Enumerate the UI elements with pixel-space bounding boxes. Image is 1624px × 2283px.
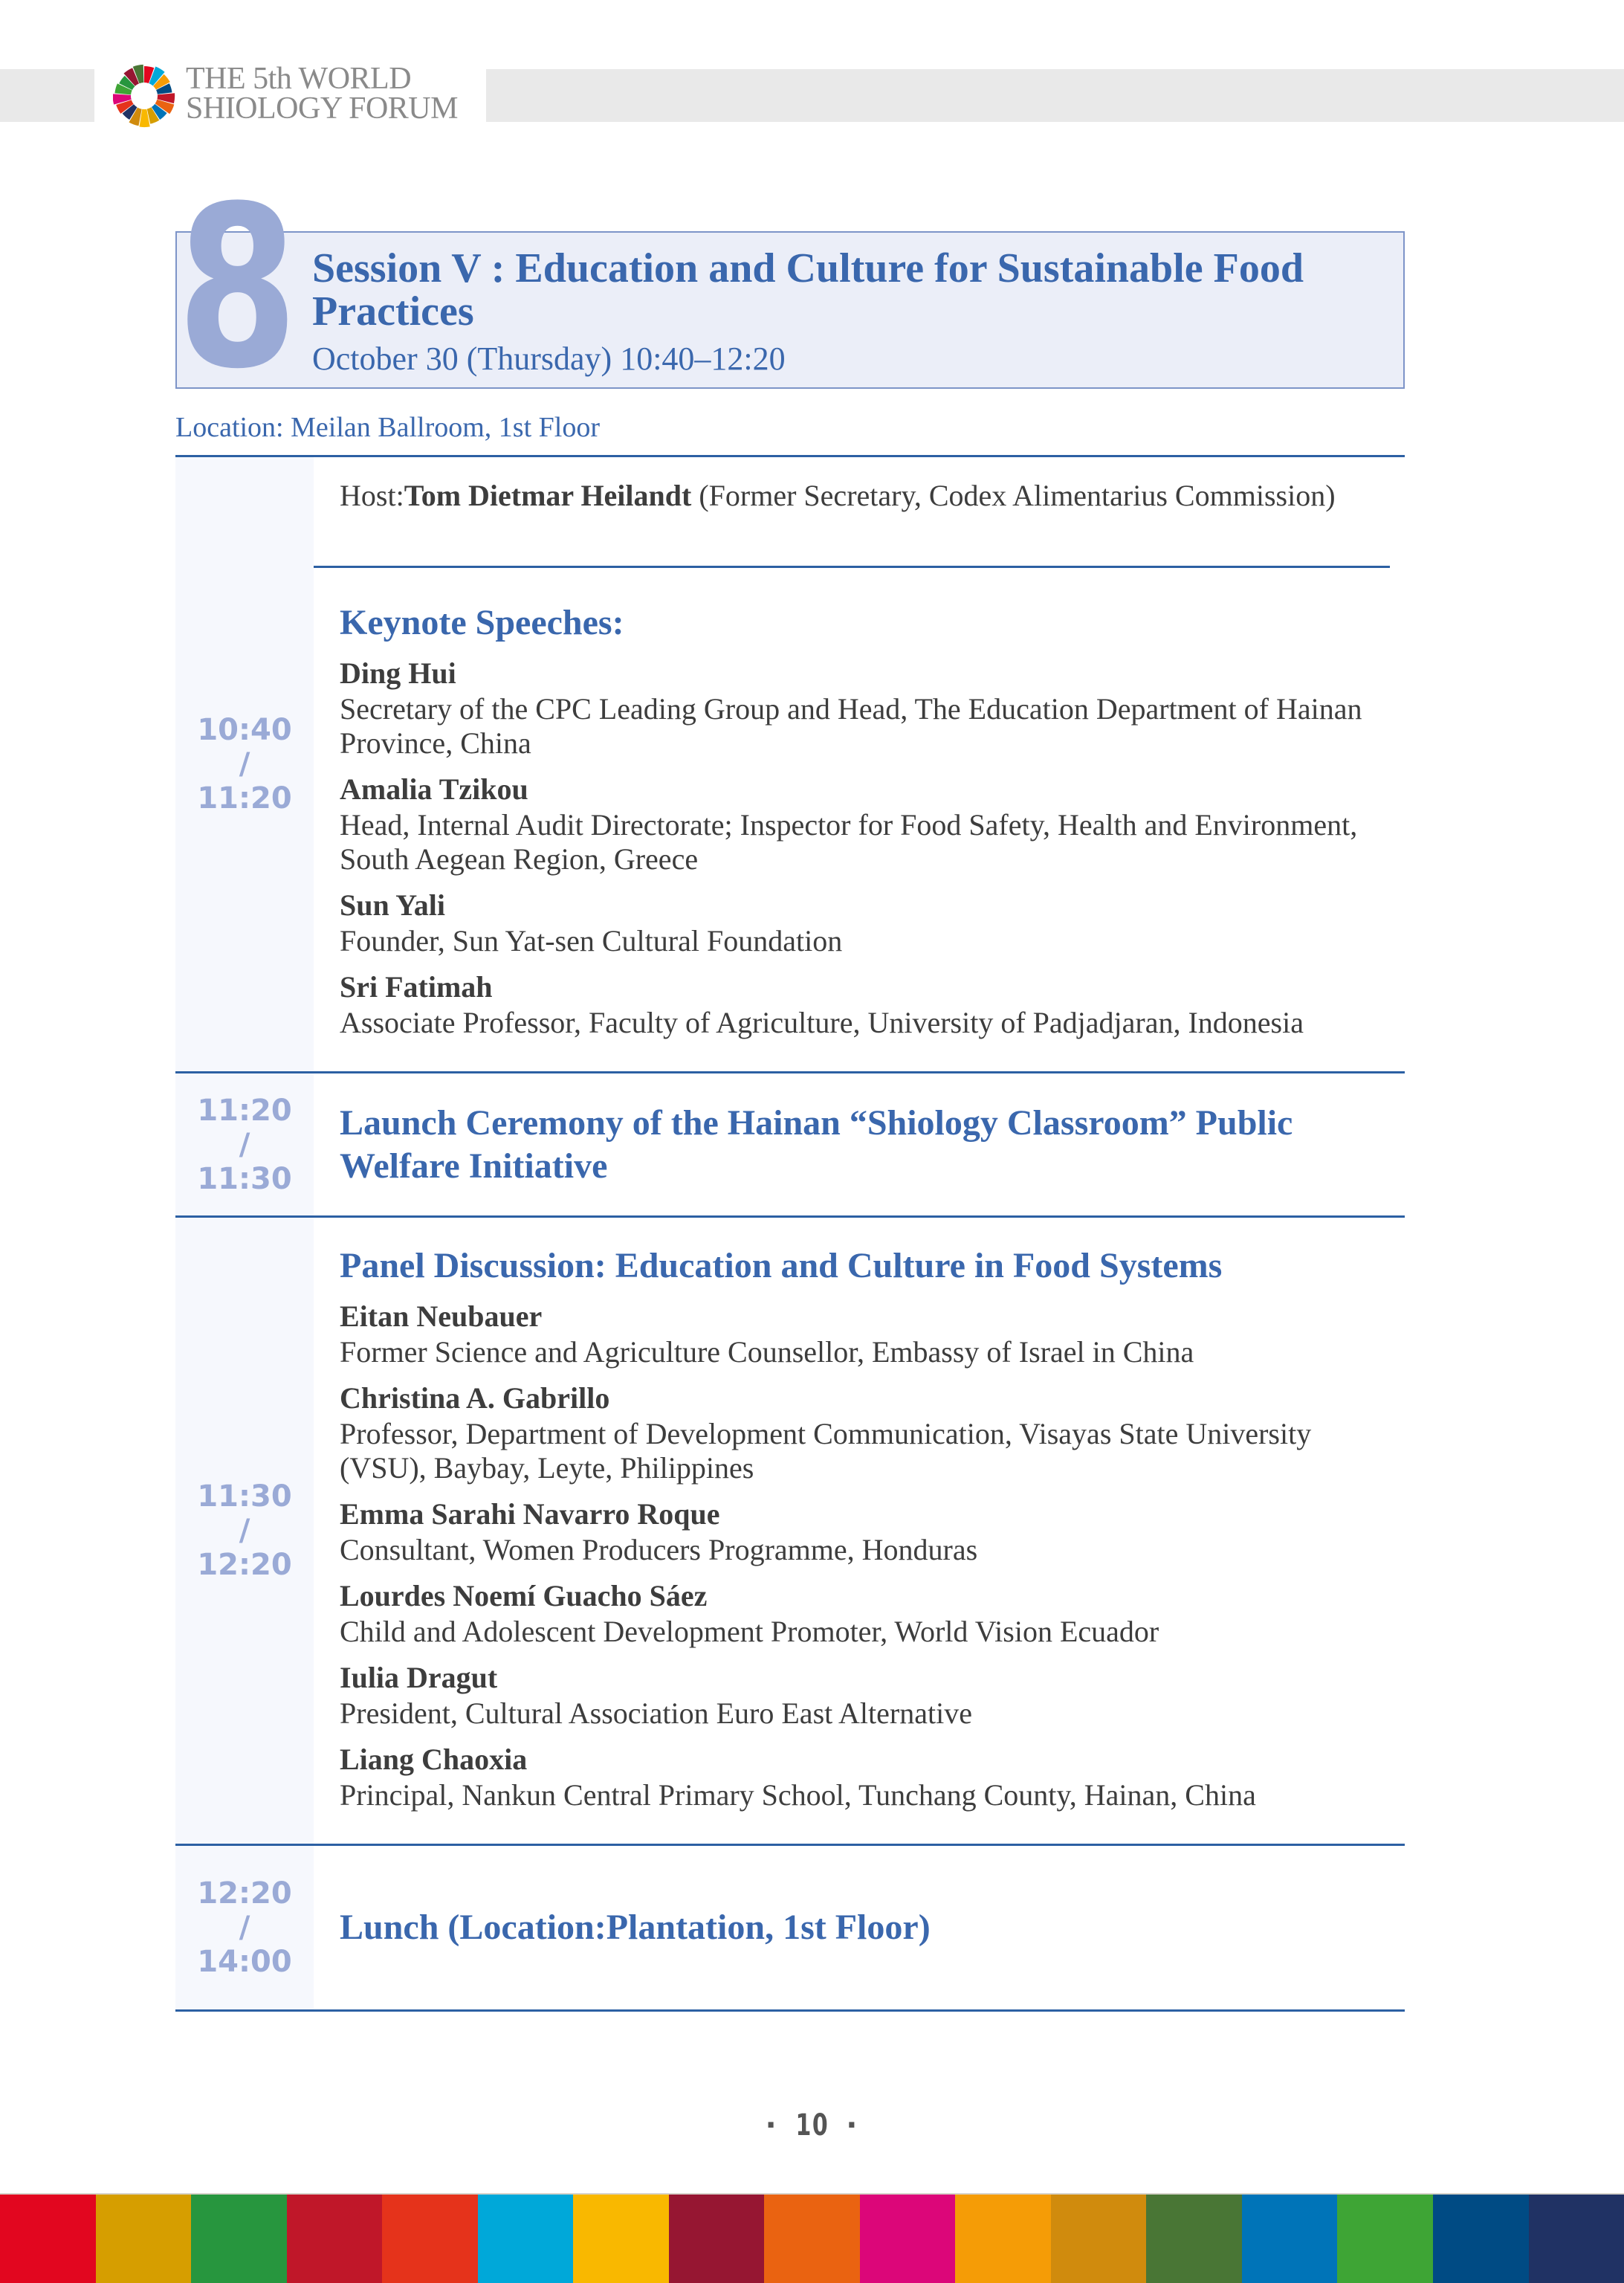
time-separator: / xyxy=(239,747,250,781)
keynote-block xyxy=(314,566,1390,1071)
panelist-role: Consultant, Women Producers Programme, Honduras xyxy=(340,1533,978,1566)
sdg-stripe-segment xyxy=(478,2195,574,2283)
forum-logo-text xyxy=(186,62,458,126)
panelist xyxy=(340,1659,1390,1731)
page-number-value: 10 xyxy=(795,2108,829,2142)
panelist-role: Principal, Nankun Central Primary School, Tunchang County, Hainan, China xyxy=(340,1778,1256,1812)
speaker xyxy=(340,969,1390,1040)
time-slot xyxy=(175,1846,314,2009)
speaker-name: Sri Fatimah xyxy=(340,970,493,1004)
agenda-row-panel xyxy=(175,1215,1405,1844)
page-dot-left: · xyxy=(765,2108,778,2142)
lunch-heading: Lunch (Location:Plantation, 1st Floor) xyxy=(340,1908,931,1947)
time-separator: / xyxy=(239,1514,250,1548)
sdg-stripe-segment xyxy=(1242,2195,1338,2283)
speaker-role: Head, Internal Audit Directorate; Inspector for Food Safety, Health and Environment, South Aegean Region, Greece xyxy=(340,808,1358,876)
logo-line-1: THE 5th WORLD xyxy=(186,62,412,96)
sdg-stripe-segment xyxy=(1051,2195,1147,2283)
panelist-name: Christina A. Gabrillo xyxy=(340,1381,610,1415)
page-dot-right: · xyxy=(846,2108,859,2142)
panelist-role: President, Cultural Association Euro East Alternative xyxy=(340,1696,972,1730)
sdg-stripe-segment xyxy=(955,2195,1051,2283)
time-end: 11:20 xyxy=(197,781,292,816)
speaker xyxy=(340,655,1390,761)
panelist-role: Professor, Department of Development Communication, Visayas State University (VSU), Baybay, Leyte, Philippines xyxy=(340,1417,1312,1485)
host-line xyxy=(340,478,1390,514)
speaker-role: Founder, Sun Yat-sen Cultural Foundation xyxy=(340,924,843,958)
speaker-role: Associate Professor, Faculty of Agriculture, University of Padjadjaran, Indonesia xyxy=(340,1006,1304,1039)
speaker-name: Ding Hui xyxy=(340,656,456,690)
agenda-content xyxy=(314,1218,1405,1844)
agenda-content xyxy=(314,457,1405,1071)
forum-logo-icon xyxy=(113,62,175,129)
sdg-stripe-segment xyxy=(860,2195,956,2283)
agenda-row-keynotes xyxy=(175,455,1405,1071)
panelist xyxy=(340,1578,1390,1649)
sdg-stripe-segment xyxy=(0,2195,96,2283)
time-separator: / xyxy=(239,1911,250,1945)
time-end: 12:20 xyxy=(197,1548,292,1582)
launch-ceremony-heading: Launch Ceremony of the Hainan “Shiology Classroom” Public Welfare Initiative xyxy=(340,1102,1293,1186)
agenda-table xyxy=(175,455,1405,2012)
panelist-name: Lourdes Noemí Guacho Sáez xyxy=(340,1579,708,1612)
panelist-role: Child and Adolescent Development Promoter, World Vision Ecuador xyxy=(340,1615,1159,1648)
time-slot xyxy=(175,457,314,1071)
sdg-stripe-segment xyxy=(96,2195,192,2283)
time-slot xyxy=(175,1073,314,1215)
time-end: 11:30 xyxy=(197,1161,292,1196)
sdg-stripe-segment xyxy=(1337,2195,1433,2283)
time-start: 11:20 xyxy=(197,1093,292,1128)
agenda-row-launch-ceremony xyxy=(175,1071,1405,1215)
sdg-stripe-segment xyxy=(382,2195,478,2283)
speaker-role: Secretary of the CPC Leading Group and Head, The Education Department of Hainan Province, China xyxy=(340,692,1362,760)
panelist xyxy=(340,1298,1390,1369)
sdg-stripe-segment xyxy=(191,2195,287,2283)
session-location: Location: Meilan Ballroom, 1st Floor xyxy=(175,412,600,443)
sdg-stripe-segment xyxy=(573,2195,669,2283)
panelist-name: Eitan Neubauer xyxy=(340,1299,543,1333)
panelist-name: Liang Chaoxia xyxy=(340,1743,528,1776)
time-start: 11:30 xyxy=(197,1479,292,1514)
session-title: Session V : Education and Culture for Sustainable Food Practices xyxy=(312,245,1304,335)
speaker xyxy=(340,771,1390,876)
session-date: October 30 (Thursday) 10:40–12:20 xyxy=(312,340,786,377)
speaker xyxy=(340,887,1390,958)
panelist-name: Emma Sarahi Navarro Roque xyxy=(340,1497,720,1531)
panelist xyxy=(340,1741,1390,1812)
sdg-stripe-segment xyxy=(1146,2195,1242,2283)
sdg-stripe-segment xyxy=(1529,2195,1624,2283)
panel-heading: Panel Discussion: Education and Culture in Food Systems xyxy=(340,1246,1223,1285)
time-start: 12:20 xyxy=(197,1876,292,1911)
logo-line-2: SHIOLOGY FORUM xyxy=(186,91,458,126)
sdg-color-stripe xyxy=(0,2193,1624,2283)
agenda-content xyxy=(314,1846,1405,2009)
panelist xyxy=(340,1496,1390,1567)
panelist xyxy=(340,1380,1390,1485)
host-label: Host: xyxy=(340,479,404,512)
keynote-heading: Keynote Speeches: xyxy=(340,603,624,642)
page-number xyxy=(0,2108,1624,2142)
header-bar-left xyxy=(0,69,94,122)
agenda-row-lunch xyxy=(175,1844,1405,2012)
agenda-content xyxy=(314,1073,1405,1215)
panelist-role: Former Science and Agriculture Counsellor, Embassy of Israel in China xyxy=(340,1335,1194,1369)
host-role: (Former Secretary, Codex Alimentarius Commission) xyxy=(691,479,1336,512)
time-separator: / xyxy=(239,1127,250,1162)
panelist-name: Iulia Dragut xyxy=(340,1661,498,1694)
time-start: 10:40 xyxy=(197,713,292,747)
sdg-stripe-segment xyxy=(1433,2195,1529,2283)
sdg-stripe-segment xyxy=(764,2195,860,2283)
speaker-name: Amalia Tzikou xyxy=(340,772,528,806)
sdg-stripe-segment xyxy=(669,2195,765,2283)
host-name: Tom Dietmar Heilandt xyxy=(404,479,692,512)
sdg-stripe-segment xyxy=(287,2195,383,2283)
time-end: 14:00 xyxy=(197,1945,292,1979)
time-slot xyxy=(175,1218,314,1844)
session-number: 8 xyxy=(177,158,293,418)
speaker-name: Sun Yali xyxy=(340,888,445,922)
host-block xyxy=(314,457,1390,566)
header-bar-right xyxy=(486,69,1624,122)
